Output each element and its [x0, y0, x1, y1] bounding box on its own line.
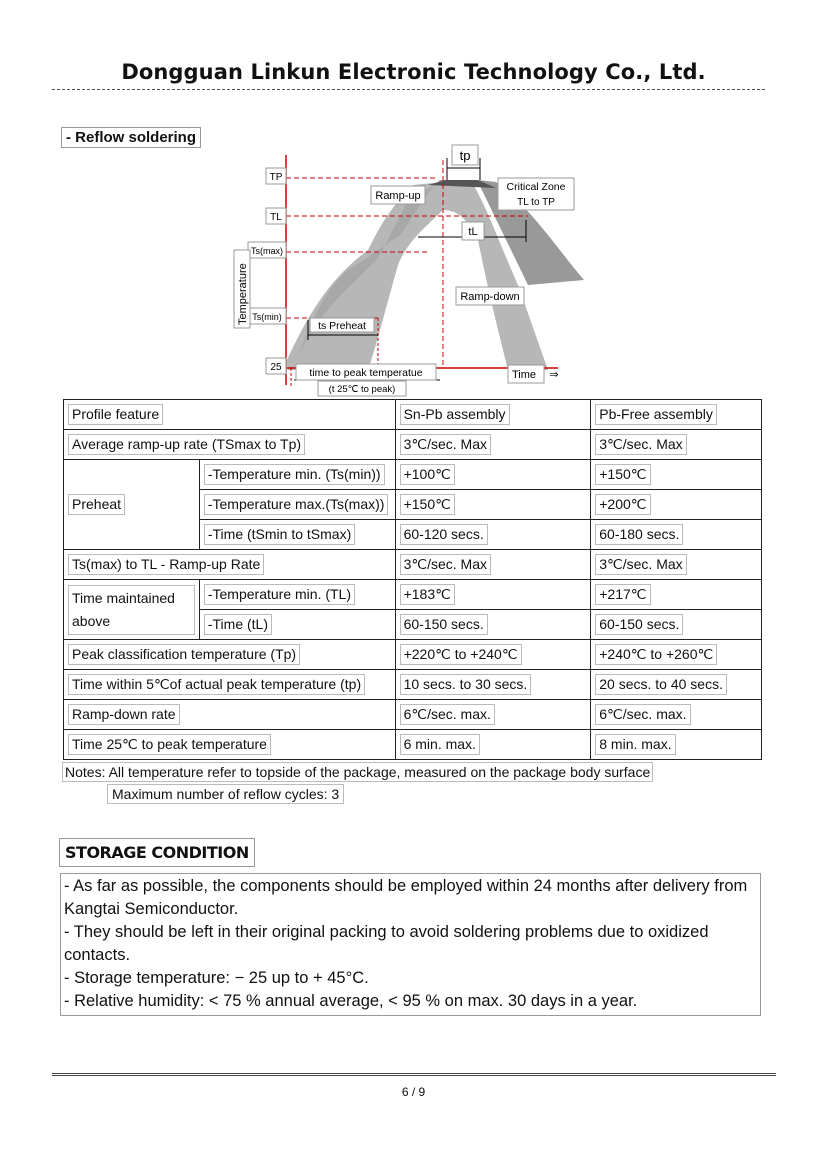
- cell-value: +240℃ to +260℃: [595, 644, 717, 665]
- table-row: [64, 460, 762, 490]
- TL-axis-label: TL: [270, 212, 282, 223]
- cell-value: +183℃: [400, 584, 455, 605]
- y-axis-label: Temperature: [237, 263, 249, 325]
- cell-value: +220℃ to +240℃: [400, 644, 522, 665]
- time-axis-label: Time: [511, 369, 537, 381]
- critical-zone-label: Critical Zone: [506, 181, 566, 193]
- time-arrow-icon: ⇒: [549, 369, 559, 381]
- cell-value: 8 min. max.: [595, 734, 675, 755]
- cell-value: 3℃/sec. Max: [595, 434, 686, 455]
- row-label: -Temperature min. (TL): [204, 584, 355, 605]
- cell-value: 60-150 secs.: [595, 614, 683, 635]
- ramp-down-label: Ramp-down: [460, 291, 520, 303]
- company-header: Dongguan Linkun Electronic Technology Co., Ltd.: [121, 60, 706, 84]
- t25-label: 25: [270, 362, 282, 373]
- ts-preheat-label: ts Preheat: [318, 320, 366, 332]
- row-label: Time 25℃ to peak temperature: [68, 734, 271, 755]
- row-label: -Time (tSmin to tSmax): [204, 524, 355, 545]
- time-to-peak-label: time to peak temperatue: [309, 367, 423, 379]
- footer-divider: [52, 1073, 776, 1076]
- row-label: -Temperature min. (Ts(min)): [204, 464, 385, 485]
- storage-section-title: STORAGE CONDITION: [59, 838, 255, 867]
- reflow-section-title: - Reflow soldering: [61, 127, 201, 148]
- tp-label: tp: [459, 148, 471, 163]
- group-label: Time maintained above: [68, 585, 195, 635]
- page-number: 6 / 9: [401, 1085, 426, 1099]
- cell-value: 3℃/sec. Max: [400, 554, 491, 575]
- cell-value: 3℃/sec. Max: [400, 434, 491, 455]
- storage-conditions-box: [60, 873, 761, 1016]
- cell-value: 20 secs. to 40 secs.: [595, 674, 727, 695]
- header-feature: Profile feature: [68, 404, 163, 425]
- critical-range-label: TL to TP: [517, 197, 555, 208]
- table-row: [64, 580, 762, 610]
- cell-value: +150℃: [400, 494, 455, 515]
- row-label: Ramp-down rate: [68, 704, 180, 725]
- row-label: Peak classification temperature (Tp): [68, 644, 300, 665]
- cell-value: 60-180 secs.: [595, 524, 683, 545]
- time-to-peak-sub-label: (t 25℃ to peak): [328, 384, 396, 395]
- table-row: [64, 640, 762, 670]
- table-row: [64, 730, 762, 760]
- row-label: Time within 5℃of actual peak temperature (tp): [68, 674, 365, 695]
- reflow-profile-table: [63, 399, 762, 760]
- cell-value: +100℃: [400, 464, 455, 485]
- Tsmax-axis-label: Ts(max): [251, 246, 283, 256]
- cell-value: +217℃: [595, 584, 650, 605]
- storage-line: - Relative humidity: < 75 % annual average, < 95 % on max. 30 days in a year.: [64, 992, 638, 1010]
- reflow-cycles-note: Maximum number of reflow cycles: 3: [107, 784, 344, 804]
- table-row: [64, 670, 762, 700]
- reflow-profile-diagram: [228, 140, 588, 398]
- cell-value: 3℃/sec. Max: [595, 554, 686, 575]
- cell-value: 60-120 secs.: [400, 524, 488, 545]
- row-label: -Temperature max.(Ts(max)): [204, 494, 389, 515]
- cell-value: +200℃: [595, 494, 650, 515]
- notes-text: Notes: All temperature refer to topside of the package, measured on the package body surface: [62, 762, 653, 782]
- row-label: Ts(max) to TL - Ramp-up Rate: [68, 554, 264, 575]
- TP-axis-label: TP: [269, 172, 283, 183]
- cell-value: 6℃/sec. max.: [595, 704, 690, 725]
- row-label: -Time (tL): [204, 614, 272, 635]
- storage-line: - As far as possible, the components should be employed within 24 months after delivery from Kangtai Semiconductor.: [64, 877, 748, 918]
- Tsmin-axis-label: Ts(min): [252, 312, 282, 322]
- tL-label: tL: [468, 226, 478, 238]
- storage-line: - Storage temperature: − 25 up to + 45°C.: [64, 969, 369, 987]
- header-pbfree: Pb-Free assembly: [595, 404, 717, 425]
- table-row: [64, 550, 762, 580]
- storage-line: - They should be left in their original packing to avoid soldering problems due to oxidized contacts.: [64, 923, 709, 964]
- header-snpb: Sn-Pb assembly: [400, 404, 510, 425]
- row-label: Average ramp-up rate (TSmax to Tp): [68, 434, 305, 455]
- header-divider: [52, 89, 765, 90]
- cell-value: 6 min. max.: [400, 734, 480, 755]
- table-row: [64, 430, 762, 460]
- cell-value: 60-150 secs.: [400, 614, 488, 635]
- ramp-up-label: Ramp-up: [375, 190, 421, 202]
- table-row: [64, 700, 762, 730]
- cell-value: 6℃/sec. max.: [400, 704, 495, 725]
- group-label: Preheat: [68, 494, 125, 515]
- cell-value: 10 secs. to 30 secs.: [400, 674, 532, 695]
- cell-value: +150℃: [595, 464, 650, 485]
- table-row: [64, 400, 762, 430]
